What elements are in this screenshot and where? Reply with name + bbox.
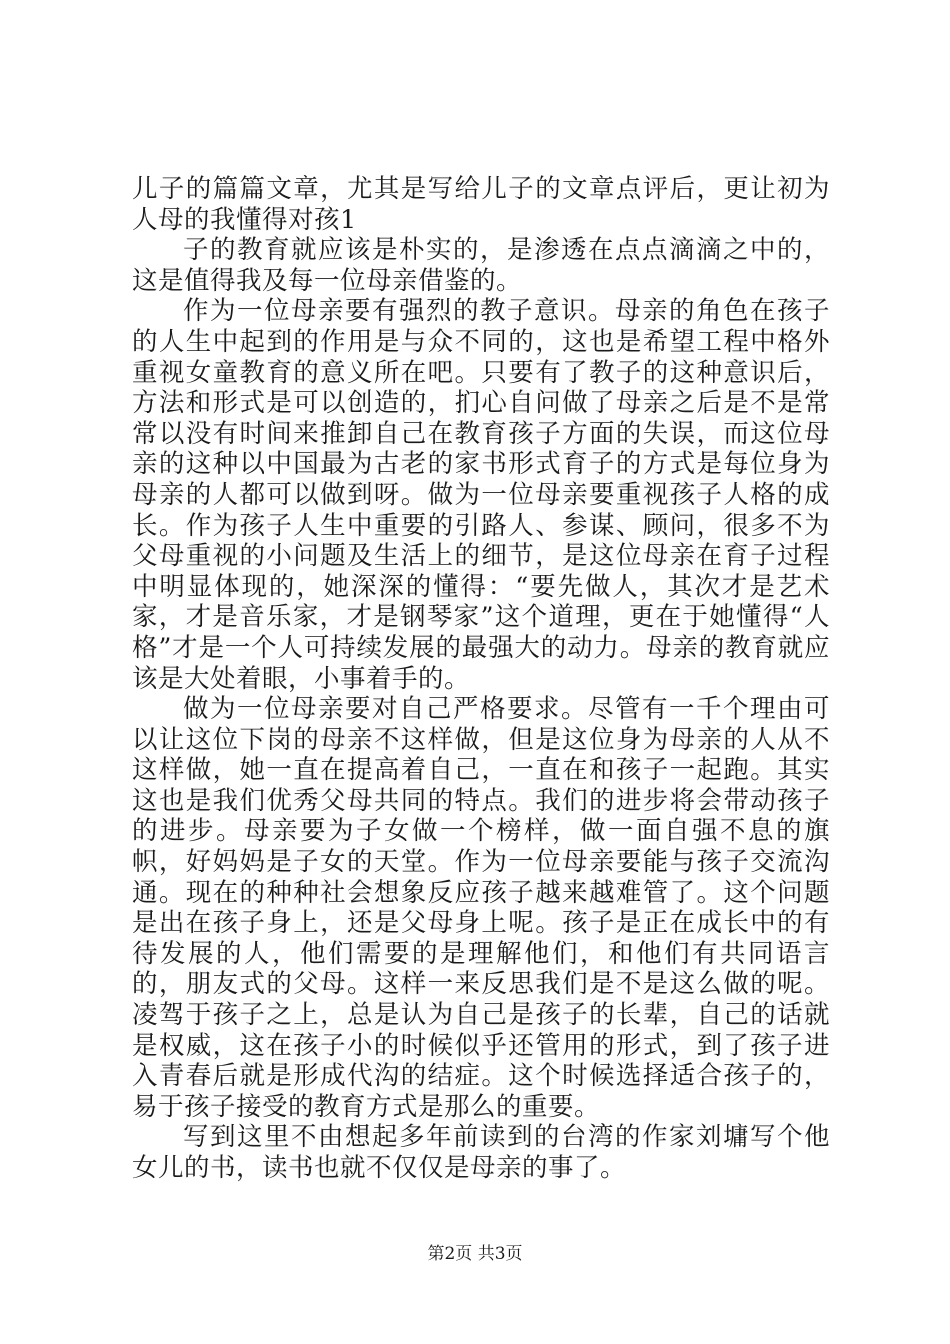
paragraph-3: 作为一位母亲要有强烈的教子意识。母亲的角色在孩子的人生中起到的作用是与众不同的，这也是希望工程中格外重视女童教育的意义所在吧。只要有了教子的这种意识后，方法和形式是可以创造的，扪心自问做了母亲之后是不是常常以没有时间来推卸自己在教育孩子方面的失误，而这位母亲的这种以中国最为古老的家书形式育子的方式是每位身为母亲的人都可以做到呀。做为一位母亲要重视孩子人格的成长。作为孩子人生中重要的引路人、参谋、顾问，很多不为父母重视的小问题及生活上的细节，是这位母亲在育子过程中明显体现的，她深深的懂得：“要先做人，其次才是艺术家，才是音乐家，才是钢琴家”这个道理，更在于她懂得“人格”才是一个人可持续发展的最强大的动力。母亲的教育就应该是大处着眼，小事着手的。 xyxy=(132,296,830,694)
page-footer: 第2页 共3页 xyxy=(427,1244,523,1264)
paragraph-1: 儿子的篇篇文章，尤其是写给儿子的文章点评后，更让初为人母的我懂得对孩1 xyxy=(132,174,830,235)
paragraph-4: 做为一位母亲要对自己严格要求。尽管有一千个理由可以让这位下岗的母亲不这样做，但是这位身为母亲的人从不这样做，她一直在提高着自己，一直在和孩子一起跑。其实这也是我们优秀父母共同的特点。我们的进步将会带动孩子的进步。母亲要为子女做一个榜样，做一面自强不息的旗帜，好妈妈是子女的天堂。作为一位母亲要能与孩子交流沟通。现在的种种社会想象反应孩子越来越难管了。这个问题是出在孩子身上，还是父母身上呢。孩子是正在成长中的有待发展的人，他们需要的是理解他们，和他们有共同语言的，朋友式的父母。这样一来反思我们是不是这么做的呢。凌驾于孩子之上，总是认为自己是孩子的长辈，自己的话就是权威，这在孩子小的时候似乎还管用的形式，到了孩子进入青春后就是形成代沟的结症。这个时候选择适合孩子的，易于孩子接受的教育方式是那么的重要。 xyxy=(132,694,830,1122)
paragraph-5: 写到这里不由想起多年前读到的台湾的作家刘墉写个他女儿的书，读书也就不仅仅是母亲的事了。 xyxy=(132,1122,830,1183)
document-body xyxy=(132,174,830,1184)
paragraph-2: 子的教育就应该是朴实的，是渗透在点点滴滴之中的，这是值得我及每一位母亲借鉴的。 xyxy=(132,235,830,296)
